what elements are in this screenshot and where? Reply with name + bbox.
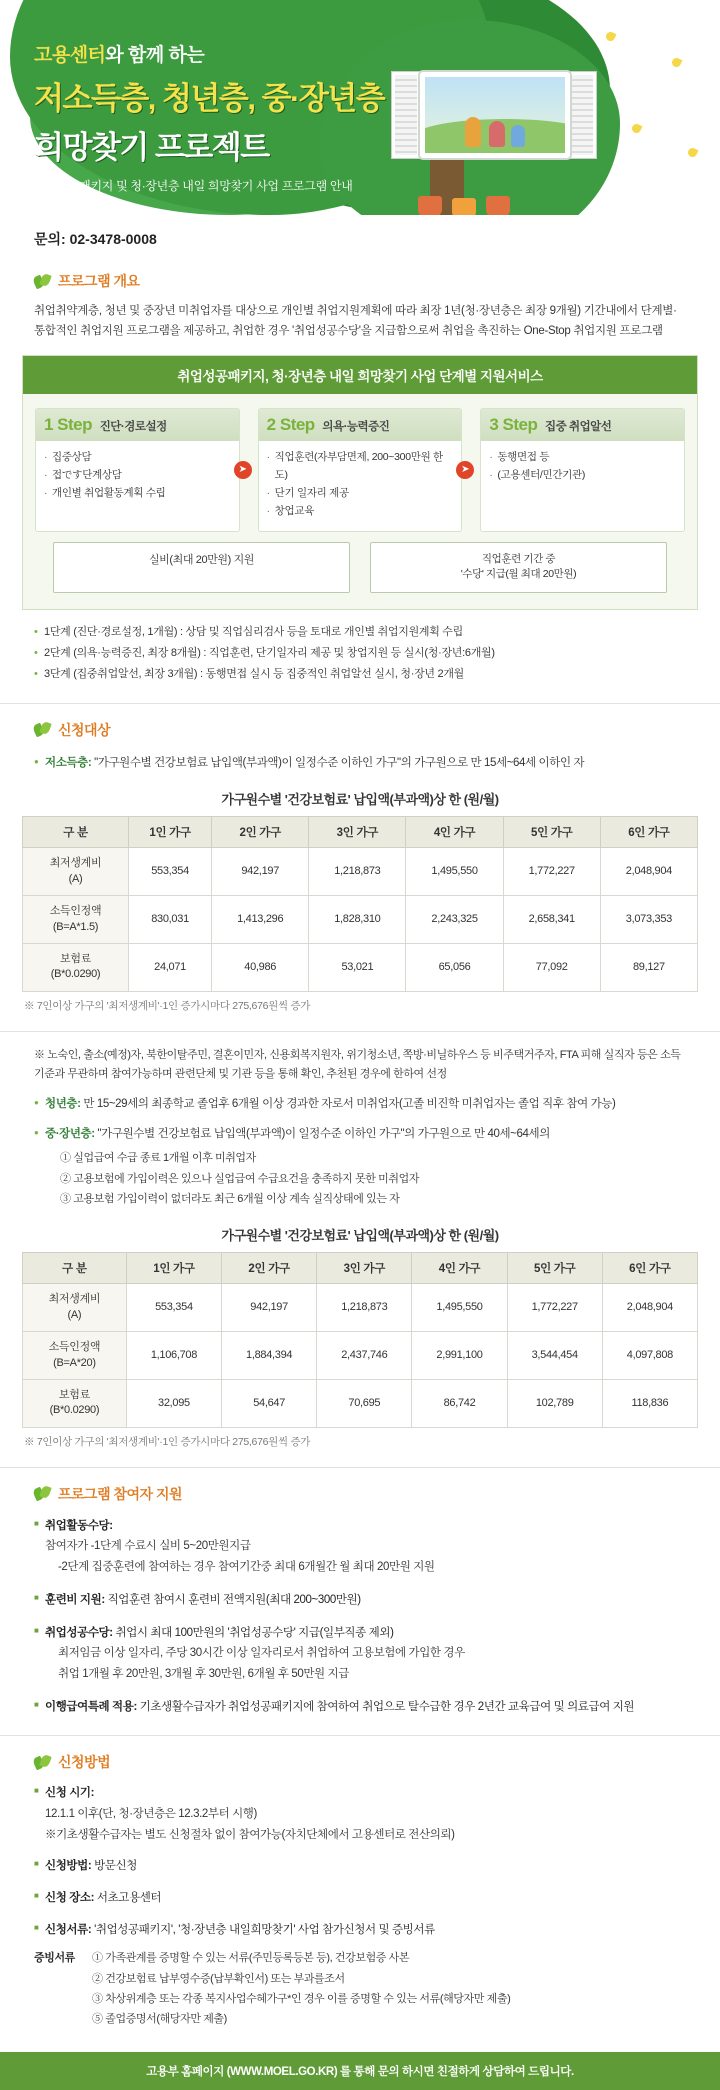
list-item: ① 가족관계를 증명할 수 있는 서류(주민등록등본 등), 건강보험증 사본: [92, 1952, 410, 1965]
cell: 2,437,746: [317, 1332, 412, 1380]
cell: 1,828,310: [309, 896, 406, 944]
divider: [0, 1031, 720, 1032]
col-header: 6인 가구: [600, 817, 697, 848]
col-header: 1인 가구: [129, 817, 212, 848]
apply-item-place: [34, 1888, 686, 1909]
required-documents-label: 증빙서류: [34, 1952, 75, 1965]
row-header-line-2: (A): [68, 872, 83, 885]
cell: 77,092: [503, 943, 600, 991]
cell: 553,354: [126, 1284, 221, 1332]
apply-item-method: [34, 1856, 686, 1877]
list-item: • 3단계 (집중취업알선, 최장 3개월) : 동행면접 실시 등 집중적인 취업알선 실시, 청·장년 2개월: [34, 664, 686, 685]
support-item-head-label: 훈련비 지원:: [45, 1593, 105, 1606]
target-low-income-item: [34, 754, 686, 774]
table-row: [23, 943, 698, 991]
youth-text: 만 15~29세의 최종학교 졸업후 6개월 이상 경과한 자로서 미취업자(고졸 비진학 미취업자는 졸업 직후 참여 가능): [83, 1098, 616, 1111]
target-low-income: [34, 754, 686, 774]
list-item: ⑤ 졸업증명서(해당자만 제출): [92, 2013, 227, 2026]
table-1-note: ※ 7인이상 가구의 '최저생계비'·1인 증가시마다 275,676원씩 증가: [24, 999, 311, 1012]
cell: 1,772,227: [507, 1284, 602, 1332]
required-documents-block: [34, 1948, 686, 2029]
middle-age-label: 중·장년층:: [45, 1127, 95, 1140]
cell: 2,048,904: [600, 848, 697, 896]
col-header: 2인 가구: [212, 817, 309, 848]
cell: 24,071: [129, 943, 212, 991]
support-item-head-value: 직업훈련 참여시 훈련비 전액지원(최대 200~300만원): [107, 1593, 361, 1606]
col-header: 구 분: [23, 1253, 127, 1284]
leaf-icon: [34, 1486, 51, 1501]
step-card-3: [480, 408, 685, 531]
col-header: 1인 가구: [126, 1253, 221, 1284]
leaf-icon: [34, 1755, 51, 1770]
table-1-wrapper: [22, 789, 698, 1012]
target-low-income-label: 저소득층:: [45, 756, 92, 769]
row-header: [23, 1379, 127, 1427]
list-item: ② 고용보험에 가입이력은 있으나 실업급여 수급요건을 충족하지 못한 미취업자: [60, 1172, 420, 1185]
step-3-items: [481, 449, 684, 485]
hero-line-2: 저소득층, 청년층, 중·장년층: [34, 81, 385, 116]
list-item: ③ 고용보험 가입이력이 없더라도 최근 6개월 이상 계속 실직상태에 있는 자: [60, 1193, 400, 1206]
apply-item-head: ■ 신청 시기:: [34, 1783, 686, 1804]
col-header: 3인 가구: [317, 1253, 412, 1284]
support-item-head-label: 이행급여특례 적용:: [45, 1700, 137, 1713]
required-documents-list: [92, 1948, 686, 2029]
support-item-line: 최저임금 이상 일자리, 주당 30시간 이상 일자리로서 취업하여 고용보험에 가입한 경우: [58, 1647, 465, 1660]
section-title-support: 프로그램 참여자 지원: [58, 1485, 182, 1502]
col-header: 6인 가구: [602, 1253, 697, 1284]
step-2-subtitle: 의욕·능력증진: [322, 421, 390, 434]
table-row: [23, 1379, 698, 1427]
row-header-line-2: (B*0.0290): [49, 1404, 100, 1417]
contact-phone: 문의: 02-3478-0008: [34, 231, 157, 247]
row-header-line-1: 보험료: [58, 1388, 90, 1401]
cell: 1,218,873: [317, 1284, 412, 1332]
support-item-head-label: 취업성공수당:: [45, 1626, 113, 1639]
row-header: [23, 1284, 127, 1332]
step-card-2: [258, 408, 470, 531]
apply-item-head-value: 방문신청: [94, 1860, 137, 1873]
list-item: · 개인별 취업활동계획 수립: [52, 485, 229, 503]
support-item-head: [34, 1590, 686, 1611]
apply-item-documents: [34, 1920, 686, 1941]
row-header-line-1: 최저생계비: [48, 1293, 101, 1306]
step-3-subtitle: 집중 취업알선: [545, 421, 612, 434]
cell: 32,095: [126, 1379, 221, 1427]
row-header: [23, 896, 129, 944]
target-low-income-text: "가구원수별 건강보험료 납입액(부과액)이 일정수준 이하인 가구"의 가구원으로 만 15세~64세 이하인 자: [94, 756, 585, 769]
flower-pot-icon: [486, 196, 510, 215]
cell: 3,544,454: [507, 1332, 602, 1380]
cell: 86,742: [412, 1379, 507, 1427]
table-2-note: ※ 7인이상 가구의 '최저생계비'·1인 증가시마다 275,676원씩 증가: [24, 1435, 311, 1448]
support-item-transition-benefit: [34, 1697, 686, 1718]
support-item-line: 취업 1개월 후 20만원, 3개월 후 30만원, 6개월 후 50만원 지급: [58, 1667, 349, 1680]
list-item: · 집중상담: [52, 449, 229, 467]
row-header: [23, 1332, 127, 1380]
cell: 1,218,873: [309, 848, 406, 896]
leaf-icon: [34, 274, 51, 289]
row-header-line-1: 소득인정액: [49, 905, 102, 918]
support-item-head-value: 취업시 최대 100만원의 '취업성공수당' 지급(일부직종 제외): [115, 1626, 394, 1639]
cell: 1,495,550: [406, 848, 503, 896]
health-insurance-table-1: [22, 816, 698, 991]
apply-item-head: [34, 1856, 686, 1877]
support-item-head: [34, 1697, 686, 1718]
apply-item-head-label: 신청서류:: [45, 1923, 92, 1936]
apply-item-head-label: 신청 장소:: [45, 1892, 95, 1904]
support-item-line: 참여자가 -1단계 수료시 실비 5~20만원지급: [45, 1540, 251, 1553]
support-item-head-value: 기초생활수급자가 취업성공패키지에 참여하여 취업으로 탈수급한 경우 2년간 교육급여 및 의료급여 지원: [139, 1700, 635, 1713]
cell: 40,986: [212, 943, 309, 991]
list-item: · 직업훈련(자부담면제, 200~300만원 한도): [275, 449, 452, 485]
list-item: · 접です단계상담: [52, 467, 229, 485]
section-header-apply: [34, 1752, 720, 1772]
hero-line-4: 취업성공패키지 및 청·장년층 내일 희망찾기 사업 프로그램 안내: [34, 179, 353, 193]
table-1-caption: 가구원수별 '건강보험료' 납입액(부과액)상 한 (원/월): [221, 792, 499, 808]
health-insurance-table-2: [22, 1252, 698, 1427]
divider: [0, 1735, 720, 1736]
table-row: [23, 1332, 698, 1380]
panel-support-boxes: [23, 536, 697, 610]
step-3-number: 3 Step: [489, 415, 538, 435]
cell: 118,836: [602, 1379, 697, 1427]
list-item: ② 건강보험료 납부영수증(납부확인서) 또는 부과를조서: [92, 1972, 345, 1985]
row-header-line-2: (B=A*1.5): [52, 920, 99, 933]
cell: 1,772,227: [503, 848, 600, 896]
section-title-overview: 프로그램 개요: [58, 273, 140, 289]
table-2-caption: 가구원수별 '건강보험료' 납입액(부과액)상 한 (원/월): [221, 1228, 499, 1244]
arrow-right-icon: ➤: [456, 461, 474, 479]
support-item-head: ■ 취업활동수당:: [34, 1516, 686, 1537]
support-item-success-allowance: [34, 1623, 686, 1685]
support-box-right: [370, 542, 667, 594]
table-row: [23, 1284, 698, 1332]
col-header: 5인 가구: [507, 1253, 602, 1284]
step-1-items: [36, 449, 239, 503]
col-header: 5인 가구: [503, 817, 600, 848]
list-item: · 창업교육: [275, 503, 452, 521]
cell: 65,056: [406, 943, 503, 991]
col-header: 2인 가구: [222, 1253, 317, 1284]
leaf-icon: [34, 722, 51, 737]
hero-line-1-highlight: 고용센터: [34, 45, 106, 66]
cell: 553,354: [129, 848, 212, 896]
youth-eligibility-item: [34, 1095, 686, 1115]
support-box-right-line-2: '수당' 지급(월 최대 20만원): [460, 568, 577, 581]
section-header-overview: [34, 271, 720, 291]
step-card-1-header: [36, 409, 239, 441]
window-shutter-left-icon: [392, 72, 420, 158]
row-header-line-1: 소득인정액: [48, 1341, 101, 1354]
cell: 53,021: [309, 943, 406, 991]
apply-item-head-value: 서초고용센터: [96, 1892, 162, 1904]
hero-line-3: 희망찾기 프로젝트: [34, 130, 269, 165]
list-item: · 동행면접 등: [497, 449, 674, 467]
divider: [0, 1467, 720, 1468]
step-1-subtitle: 진단·경로설정: [99, 421, 167, 434]
step-2-number: 2 Step: [266, 415, 315, 435]
footer-bar: 고용부 홈페이지 (WWW.MOEL.GO.KR) 를 통해 문의 하시면 친절하게 상담하여 드립니다.: [0, 2052, 720, 2090]
step-2-items: [259, 449, 462, 520]
apply-item-head-label: 신청방법:: [45, 1860, 92, 1873]
hero-line-1-rest: 와 함께 하는: [105, 45, 205, 66]
list-item: ① 실업급여 수급 종료 1개월 이후 미취업자: [60, 1152, 256, 1165]
cell: 1,884,394: [222, 1332, 317, 1380]
middle-age-text: "가구원수별 건강보험료 납입액(부과액)이 일정수준 이하인 가구"의 가구원으로 만 40세~64세의: [97, 1127, 550, 1140]
list-item: • 2단계 (의욕·능력증진, 최장 8개월) : 직업훈련, 단기일자리 제공 및 창업지원 등 실시(청·장년:6개월): [34, 643, 686, 664]
section-header-support: [34, 1484, 720, 1504]
stage-service-panel: [22, 355, 698, 610]
cell: 830,031: [129, 896, 212, 944]
table-row: [23, 848, 698, 896]
hero-line-1: [34, 40, 384, 67]
middle-age-eligibility-item: [34, 1125, 686, 1145]
section-header-target: [34, 720, 720, 740]
support-item-line: -2단계 집중훈련에 참여하는 경우 참여기간중 최대 6개월간 월 최대 20만원 지원: [58, 1561, 435, 1574]
overview-text: 취업취약계층, 청년 및 중장년 미취업자를 대상으로 개인별 취업지원계획에 따라 최장 1년(청·장년층은 최장 9개월) 기간내에서 단계별·통합적인 취업지원 프로그램을 제공하고, 취업한 경우 '취업성공수당'을 지급함으로써 취업을 촉진하는 One-Stop 취업지원 프로그램: [34, 305, 677, 338]
row-header: [23, 848, 129, 896]
apply-item-line: 12.1.1 이후(단, 청·장년층은 12.3.2부터 시행): [45, 1807, 257, 1820]
step-card-2-header: [259, 409, 462, 441]
hero-banner: [0, 0, 720, 215]
window-person-3: [511, 125, 525, 147]
step-1-number: 1 Step: [44, 415, 93, 435]
cell: 942,197: [212, 848, 309, 896]
support-box-left: 실비(최대 20만원) 지원: [53, 542, 350, 594]
support-item-head: [34, 1623, 686, 1644]
table-row: [23, 896, 698, 944]
cell: 2,243,325: [406, 896, 503, 944]
middle-age-sub-list: [60, 1148, 686, 1209]
section-title-target: 신청대상: [58, 721, 111, 738]
window-person-2: [489, 121, 505, 147]
hero-text: [34, 40, 384, 194]
apply-item-period: [34, 1783, 686, 1845]
list-item: ③ 차상위계층 또는 각종 복지사업수혜가구*인 경우 이를 증명할 수 있는 서류(해당자만 제출): [92, 1993, 511, 2006]
apply-item-line: ※기초생활수급자는 별도 신청절차 없이 참여가능(자치단체에서 고용센터로 전산의뢰): [45, 1828, 455, 1841]
section-title-apply: 신청방법: [58, 1754, 111, 1771]
window-person-1: [465, 117, 481, 147]
youth-label: 청년층:: [45, 1098, 81, 1111]
cell: 3,073,353: [600, 896, 697, 944]
list-item: · 단기 일자리 제공: [275, 485, 452, 503]
cell: 4,097,808: [602, 1332, 697, 1380]
apply-item-head: [34, 1888, 686, 1909]
col-header: 4인 가구: [406, 817, 503, 848]
window-shutter-right-icon: [568, 72, 596, 158]
table-header-row: [23, 1253, 698, 1284]
cell: 942,197: [222, 1284, 317, 1332]
table-header-row: [23, 817, 698, 848]
window-illustration: [420, 72, 570, 158]
stage-bullet-list: [34, 622, 686, 685]
col-header: 4인 가구: [412, 1253, 507, 1284]
divider: [0, 703, 720, 704]
eligibility-notes: [34, 1046, 686, 1210]
apply-item-head-value: '취업성공패키지', '청·장년층 내일희망찾기' 사업 참가신청서 및 증빙서류: [94, 1923, 435, 1936]
cell: 1,495,550: [412, 1284, 507, 1332]
flower-pot-icon: [452, 198, 476, 215]
row-header-line-1: 보험료: [60, 952, 91, 965]
list-item: • 1단계 (진단·경로설정, 1개월) : 상담 및 직업심리검사 등을 토대로 개인별 취업지원계획 수립: [34, 622, 686, 643]
step-card-1: [35, 408, 247, 531]
cell: 2,991,100: [412, 1332, 507, 1380]
cell: 2,658,341: [503, 896, 600, 944]
row-header-line-1: 최저생계비: [49, 857, 102, 870]
apply-item-head: [34, 1920, 686, 1941]
row-header-line-2: (B=A*20): [53, 1356, 96, 1369]
row-header-line-2: (B*0.0290): [50, 968, 101, 981]
arrow-right-icon: ➤: [234, 461, 252, 479]
stage-service-panel-title: 취업성공패키지, 청·장년층 내일 희망찾기 사업 단계별 지원서비스: [23, 356, 697, 394]
row-header: [23, 943, 129, 991]
support-item-training-fee: [34, 1590, 686, 1611]
list-item: · (고용센터/민간기관): [497, 467, 674, 485]
support-box-right-line-1: 직업훈련 기간 중: [481, 552, 556, 565]
cell: 89,127: [600, 943, 697, 991]
table-2-wrapper: [22, 1225, 698, 1448]
cell: 1,413,296: [212, 896, 309, 944]
cell: 54,647: [222, 1379, 317, 1427]
cell: 2,048,904: [602, 1284, 697, 1332]
cell: 1,106,708: [126, 1332, 221, 1380]
support-item-activity-allowance: [34, 1516, 686, 1578]
row-header-line-2: (A): [67, 1308, 82, 1321]
step-card-3-header: [481, 409, 684, 441]
special-eligibility-note: ※ 노숙인, 출소(예정)자, 북한이탈주민, 결혼이민자, 신용회복지원자, 위기청소년, 쪽방·비닐하우스 등 비주택거주자, FTA 피해 실직자 등은 소득기준과 무관하며 참여가능하며 관련단체 및 기관 등을 통해 확인, 추천된 경우에 한하여 선정: [34, 1048, 681, 1081]
step-list: [23, 394, 697, 535]
flower-pot-icon: [418, 196, 442, 215]
col-header: 3인 가구: [309, 817, 406, 848]
cell: 70,695: [317, 1379, 412, 1427]
butterfly-decoration-icon: [602, 28, 712, 178]
cell: 102,789: [507, 1379, 602, 1427]
col-header: 구 분: [23, 817, 129, 848]
